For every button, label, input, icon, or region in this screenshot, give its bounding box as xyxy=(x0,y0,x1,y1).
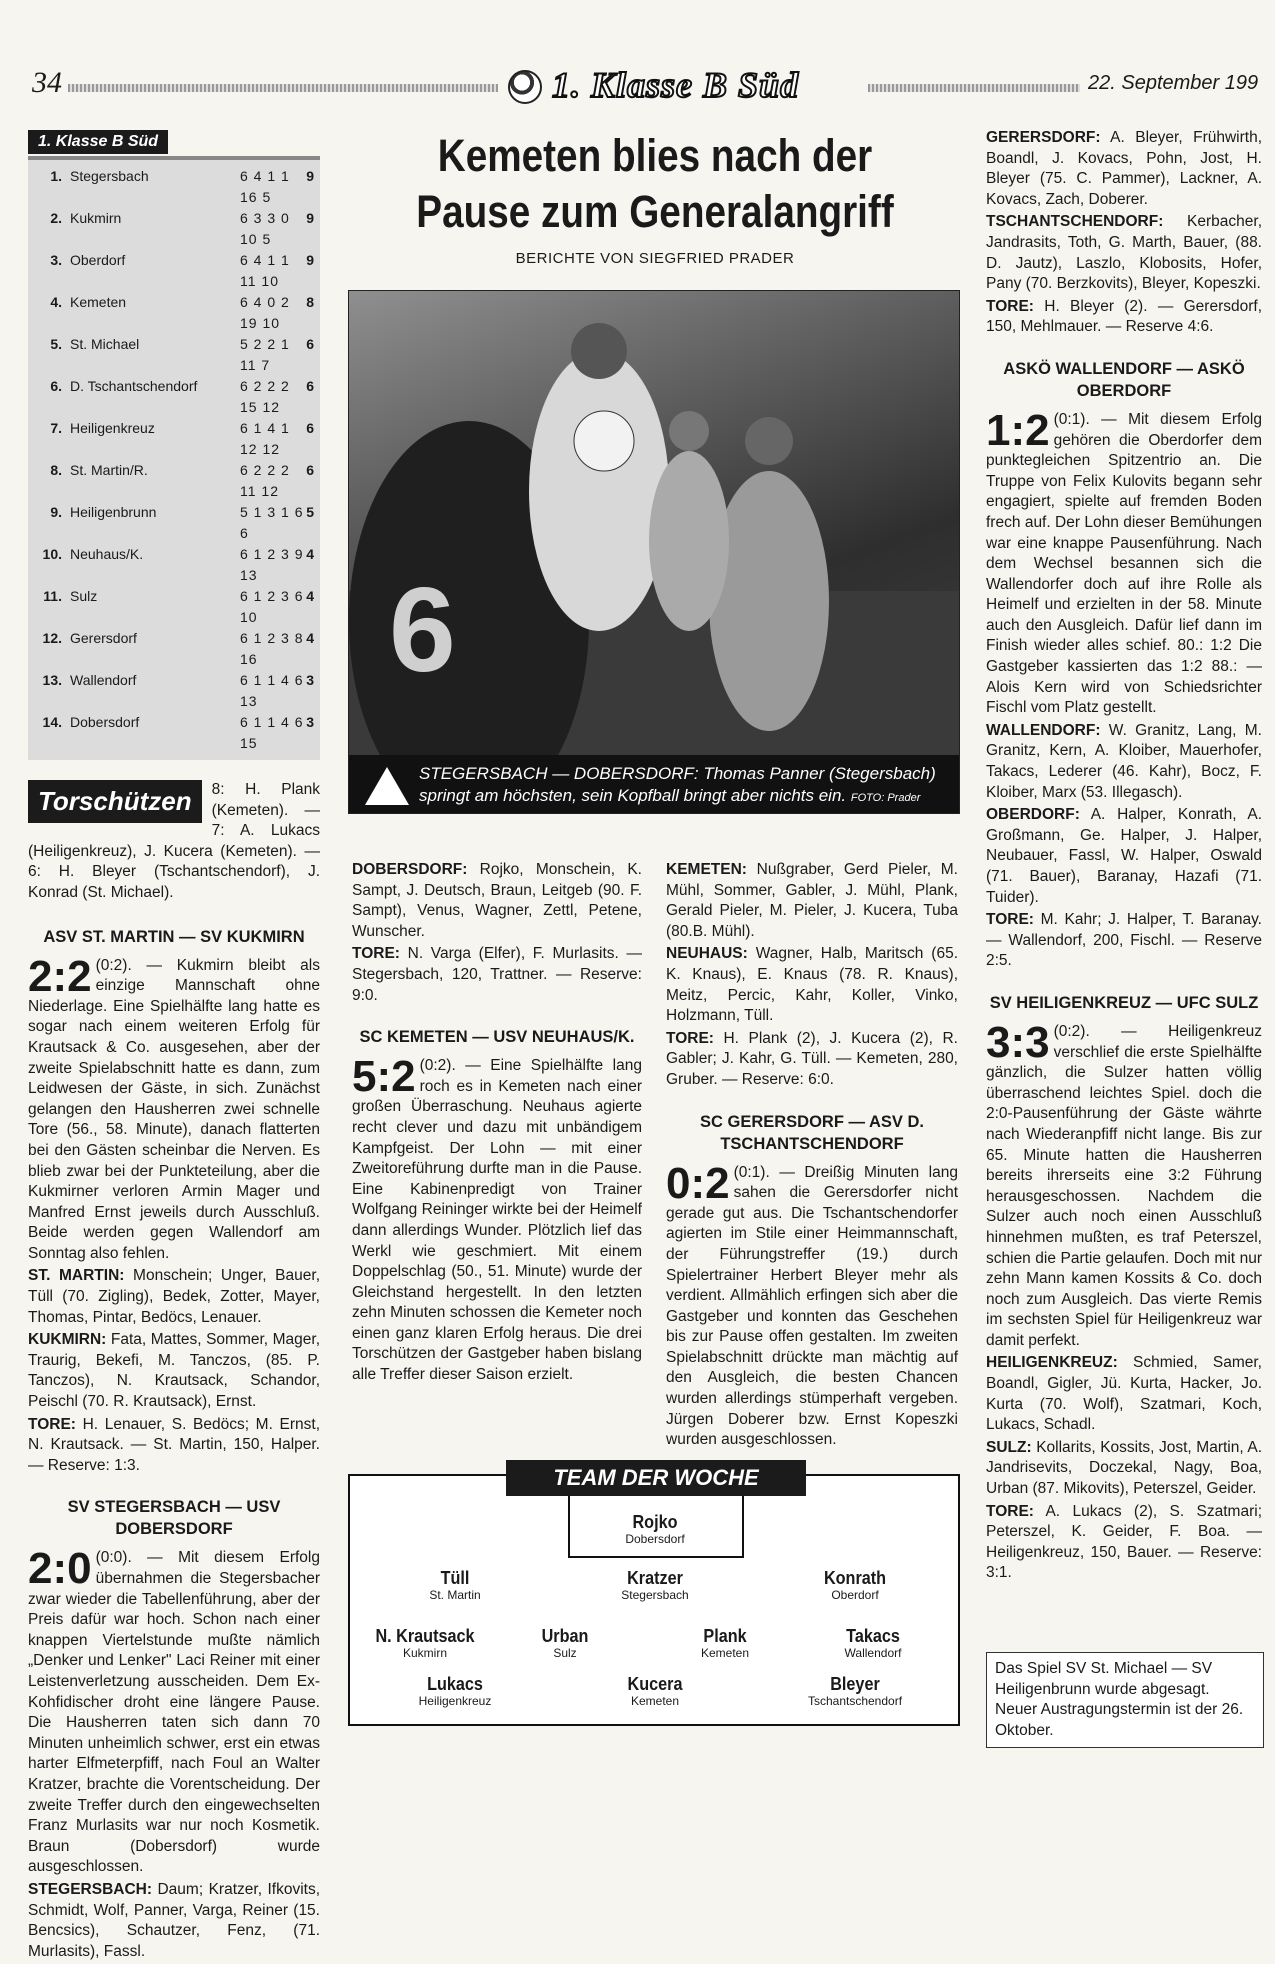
goals: TORE: M. Kahr; J. Halper, T. Baranay. — Wallendorf, 200, Fischl. — Reserve 2:5. xyxy=(986,911,1262,970)
column-middle-left xyxy=(352,860,642,1388)
lineup: SULZ: Kollarits, Kossits, Jost, Martin, A. Jandrisevits, Doczekal, Nagy, Boa, Urban (87. Mikovits), Peterszel, Geider. xyxy=(986,1438,1262,1498)
table-row: 10. Neuhaus/K. 6 1 2 3 9 13 4 xyxy=(42,546,314,583)
headline: Kemeten blies nach der Pause zum Generalangriff xyxy=(416,130,894,237)
lineup: ST. MARTIN: Monschein; Unger, Bauer, Tüll (70. Zigling), Bedek, Zotter, Mayer, Thomas, Pintar, Bedöcs, Lenauer. xyxy=(28,1267,320,1326)
triangle-icon xyxy=(365,767,409,805)
lineup: KUKMIRN: Fata, Mattes, Sommer, Mager, Traurig, Bekefi, M. Tanczos, (85. P. Tanczos), N. Krautsack, Schandor, Peischl (70. R. Krautsack), Ernst. xyxy=(28,1331,320,1411)
scorers-label: Torschützen xyxy=(28,780,202,823)
table-row: 9. Heiligenbrunn 5 1 3 1 6 6 5 xyxy=(50,504,314,541)
game-score: 3:3 xyxy=(986,1017,1050,1067)
page-header xyxy=(28,65,1260,108)
table-row: 8. St. Martin/R. 6 2 2 2 11 12 6 xyxy=(50,462,314,499)
goals: TORE: N. Varga (Elfer), F. Murlasits. — Stegersbach, 120, Trattner. — Reserve: 9:0. xyxy=(352,945,642,1004)
table-row: 5. St. Michael 5 2 2 1 11 7 6 xyxy=(50,336,314,373)
table-row: 4. Kemeten 6 4 0 2 19 10 8 xyxy=(50,294,314,331)
player: Kratzer Stegersbach xyxy=(621,1568,689,1602)
photo-caption: STEGERSBACH — DOBERSDORF: Thomas Panner (Stegersbach) springt am höchsten, sein Kopfball bringt aber nichts ein. FOTO: Prader xyxy=(349,755,959,813)
photo-illustration xyxy=(349,291,960,814)
game-report: 2:0 (0:0). — Mit diesem Erfolg übernahmen die Stegersbacher zwar wieder die Tabellenführung, aber der Preis dafür war hoch. Schon nach einer knappen Viertelstunde mußte nämlich „Denker und Lenker" Laci Reiner mit einer Leistenverletzung ausscheiden. Dem Ex-Kohfidischer droht eine längere Pause. Die Hausherren taten sich dann 70 Minuten unheimlich schwer, erst ein etwas harter Elfmeterpfiff, nach Foul an Walter Kratzer, brachte die Vorentscheidung. Der zweite Treffer durch den eingewechselten Franz Murlasits war nur noch Kosmetik. Braun (Dobersdorf) wurde ausgeschlossen. xyxy=(28,1544,320,1876)
player: Urban Sulz xyxy=(541,1626,589,1660)
goals: TORE: H. Lenauer, S. Bedöcs; M. Ernst, N. Krautsack. — St. Martin, 150, Halper. — Reserve: 1:3. xyxy=(28,1415,321,1474)
scorers-text: 8: H. Plank (Kemeten). — 7: A. Lukacs (Heiligenkreuz), J. Kucera (Kemeten). — 6: H. Bleyer (Tschantschendorf), J. Konrad (St. Michael). xyxy=(28,781,320,901)
player: Lukacs Heiligenkreuz xyxy=(418,1674,492,1708)
header-rule-left xyxy=(68,84,498,92)
game-title: SC KEMETEN — USV NEUHAUS/K. xyxy=(359,1028,635,1047)
byline: BERICHTE VON SIEGFRIED PRADER xyxy=(515,250,795,267)
lineup: STEGERSBACH: Daum; Kratzer, Ifkovits, Schmidt, Wolf, Panner, Varga, Reiner (15. Bencsics), Schautzer, Fenz, (71. Murlasits), Fassl. xyxy=(28,1880,321,1960)
svg-text:6: 6 xyxy=(389,563,456,697)
player: Tüll St. Martin xyxy=(429,1568,481,1602)
team-of-the-week xyxy=(348,1465,960,1726)
header-rule-right xyxy=(868,84,1080,92)
scorers-box xyxy=(28,780,320,906)
column-left xyxy=(28,130,320,1964)
lineup: DOBERSDORF: Rojko, Monschein, K. Sampt, J. Deutsch, Braun, Leitgeb (90. F. Sampt), Venus, Wagner, Zettl, Petene, Wunscher. xyxy=(352,861,642,940)
column-right xyxy=(986,128,1262,1586)
game-score: 1:2 xyxy=(986,405,1050,455)
league-table xyxy=(28,156,320,760)
lineup: TSCHANTSCHENDORF: Kerbacher, Jandrasits, Toth, G. Marth, Bauer, (88. D. Jautz), Laszlo, Klobosits, Hofer, Pany (70. Berzkovits), Bleyer, Kopeszki. xyxy=(986,213,1262,293)
game-title: SV HEILIGENKREUZ — UFC SULZ xyxy=(989,993,1259,1012)
game-title: ASV ST. MARTIN — SV KUKMIRN xyxy=(43,927,305,946)
table-row: 11. Sulz 6 1 2 3 6 10 4 xyxy=(43,588,314,625)
issue-date: 22. September 199 xyxy=(1088,72,1259,94)
game-report: 0:2 (0:1). — Dreißig Minuten lang sahen die Gerersdorfer nicht gerade gut aus. Die Tschantschendorfer agierten im Stile einer Heimmannschaft, der Führungstreffer (19.) durch Spielertrainer Herbert Bleyer mehr als verdient. Allmählich erfingen sich aber die Gastgeber und konnten das Geschehen bis zur Pause offen gestalten. Im zweiten Spielabschnitt drückte man mächtig auf den Ausgleich, die besten Chancen wurden allerdings stümperhaft vergeben. Jürgen Doberer bzw. Ernst Kopeszki wurden ausgeschlossen. xyxy=(666,1158,958,1449)
player: Kucera Kemeten xyxy=(627,1674,683,1708)
photo-credit: FOTO: Prader xyxy=(850,792,921,804)
match-photo xyxy=(348,290,960,814)
column-middle-right xyxy=(666,860,958,1453)
game-score: 0:2 xyxy=(666,1158,730,1208)
player: N. Krautsack Kukmirn xyxy=(375,1626,475,1660)
game-title: SV STEGERSBACH — USV DOBERSDORF xyxy=(67,1498,281,1539)
goals: TORE: H. Plank (2), J. Kucera (2), R. Gabler; J. Kahr, G. Tüll. — Kemeten, 280, Gruber. — Reserve: 6:0. xyxy=(666,1029,958,1088)
player: Rojko Dobersdorf xyxy=(625,1512,685,1546)
game-report: 2:2 (0:2). — Kukmirn bleibt als einzige Mannschaft ohne Niederlage. Eine Spielhälfte lang hatte es sogar nach einem weiteren Erfolg für Krautsack & Co. ausgesehen, aber der zweite Spielabschnitt hatte es dann, zum Leidwesen der Gäste, in sich. Zunächst gelangen den Hausherren zwei schnelle Tore (56., 58. Minute), danach flatterten bei den Gästen scheinbar die Nerven. Es blieb zwar bei der Punkteteilung, aber die Kukmirner verloren Armin Mager und Manfred Ernst jeweils durch Ausschluß. Beide werden gegen Wallendorf am Sonntag also fehlen. xyxy=(28,951,320,1262)
player: Takacs Wallendorf xyxy=(844,1626,902,1660)
table-row: 6. D. Tschantschendorf 6 2 2 2 15 12 6 xyxy=(50,378,314,415)
table-row: 13. Wallendorf 6 1 1 4 6 13 3 xyxy=(42,672,314,709)
table-row: 2. Kukmirn 6 3 3 0 10 5 9 xyxy=(50,210,314,247)
game-score: 5:2 xyxy=(352,1052,416,1102)
table-title: 1. Klasse B Süd xyxy=(28,130,168,154)
football-icon xyxy=(508,70,542,104)
section-title: 1. Klasse B Süd xyxy=(552,65,800,105)
lineup: OBERDORF: A. Halper, Konrath, A. Großmann, Ge. Halper, J. Halper, Neubauer, Fassl, W. Halper, Oswald (71. Bauer), Baranay, Hazafi (71. Tuider). xyxy=(986,806,1262,906)
cancellation-note: Das Spiel SV St. Michael — SV Heiligenbrunn wurde abgesagt. Neuer Austragungstermin ist der 26. Oktober. xyxy=(986,1652,1264,1748)
player: Plank Kemeten xyxy=(700,1626,750,1660)
lineup: WALLENDORF: W. Granitz, Lang, M. Granitz, Kern, A. Kloiber, Mauerhofer, Takacs, Lederer (46. Kahr), Bocz, F. Kloiber, Marx (53. Illegasch). xyxy=(986,721,1262,801)
team-title: TEAM DER WOCHE xyxy=(506,1460,806,1496)
game-report: 1:2 (0:1). — Mit diesem Erfolg gehören die Oberdorfer dem punktegleichen Spitzentrio an. Die Truppe von Felix Kulovits begann sehr engagiert, spielte auf fremden Boden frech auf. Der Lohn dieser Bemühungen war eine knappe Pausenführung. Nach dem Wechsel besannen sich die Wallendorfer doch auf ihre Rolle als Heimelf und erzielten in der 58. Minute auch den Ausgleich. Dafür lief dann im Finish wieder alles schief. 80.: 1:2 Die Gastgeber kassierten das 1:2 88.: — Alois Kern wird von Schiedsrichter Fischl vom Platz gestellt. xyxy=(986,405,1262,717)
game-report: 3:3 (0:2). — Heiligenkreuz verschlief die erste Spielhälfte gänzlich, die Sulzer hatten völlig überraschend leichtes Spiel. doch die 2:0-Pausenführung der Gäste währte nach Wiederanpfiff nicht lange. Bis zur 65. Minute hatten die Hausherren bereits ihrerseits eine 3:2 Führung herausgeschossen. Nachdem die Sulzer auch noch einen Ausschluß hinnehmen mußten, es traf Peterszel, schien die Partie gelaufen. Doch mit nur zehn Mann kamen Kossits & Co. doch noch zum Ausgleich. Das vierte Remis im sechsten Spiel für Heiligenkreuz war damit perfekt. xyxy=(986,1017,1262,1349)
lineup: KEMETEN: Nußgraber, Gerd Pieler, M. Mühl, Sommer, Gabler, J. Mühl, Plank, Gerald Pieler, M. Pieler, J. Kucera, Tuba (80.B. Mühl). xyxy=(666,861,958,940)
goals: TORE: H. Bleyer (2). — Gerersdorf, 150, Mehlmauer. — Reserve 4:6. xyxy=(986,297,1262,336)
game-score: 2:2 xyxy=(28,951,92,1001)
table-row: 1. Stegersbach 6 4 1 1 16 5 9 xyxy=(50,168,314,205)
lineup: NEUHAUS: Wagner, Halb, Maritsch (65. K. Knaus), E. Knaus (78. R. Knaus), Meitz, Percic, Kahr, Koller, Vinko, Holzmann, Tüll. xyxy=(666,945,959,1025)
player: Bleyer Tschantschendorf xyxy=(807,1674,903,1708)
table-row: 14. Dobersdorf 6 1 1 4 6 15 3 xyxy=(42,714,314,751)
goals: TORE: A. Lukacs (2), S. Szatmari; Peterszel, K. Geider, F. Boa. — Heiligenkreuz, 150, Bauer. — Reserve: 3:1. xyxy=(986,1502,1263,1582)
lineup: HEILIGENKREUZ: Schmied, Samer, Boandl, Gigler, Jü. Kurta, Hacker, Jo. Kurta (70. Wolf), Szatmari, Koch, Lukacs, Schadl. xyxy=(986,1354,1262,1434)
game-score: 2:0 xyxy=(28,1544,92,1594)
table-row: 3. Oberdorf 6 4 1 1 11 10 9 xyxy=(50,252,314,289)
lineup: GERERSDORF: A. Bleyer, Frühwirth, Boandl, J. Kovacs, Pohn, Jost, H. Bleyer (75. C. Pammer), Lackner, A. Kovacs, Zach, Doberer. xyxy=(986,129,1263,208)
game-report: 5:2 (0:2). — Eine Spielhälfte lang roch es in Kemeten nach einer großen Überraschung. Neuhaus agierte recht clever und dazu mit unbändigem Kampfgeist. Der Lohn — mit einer Zweitoreführung durfte man in die Pause. Eine Kabinenpredigt von Trainer Wolfgang Reininger wirkte bei der Heimelf dann allerdings Wunder. Plötzlich lief das Werkl wie geschmiert. Mit einem Doppelschlag (50., 51. Minute) wurde der Gleichstand hergestellt. In den letzten zehn Minuten schossen die Kemeter noch einen ganz klaren Erfolg heraus. Die drei Torschützen der Gastgeber haben bislang alle Treffer dieser Saison erzielt. xyxy=(352,1052,642,1384)
player: Konrath Oberdorf xyxy=(823,1568,887,1602)
table-row: 7. Heiligenkreuz 6 1 4 1 12 12 6 xyxy=(50,420,314,457)
page-number: 34 xyxy=(32,66,62,99)
game-title: ASKÖ WALLENDORF — ASKÖ OBERDORF xyxy=(1003,359,1245,400)
game-title: SC GERERSDORF — ASV D. TSCHANTSCHENDORF xyxy=(700,1112,924,1153)
table-row: 12. Gerersdorf 6 1 2 3 8 16 4 xyxy=(42,630,314,667)
